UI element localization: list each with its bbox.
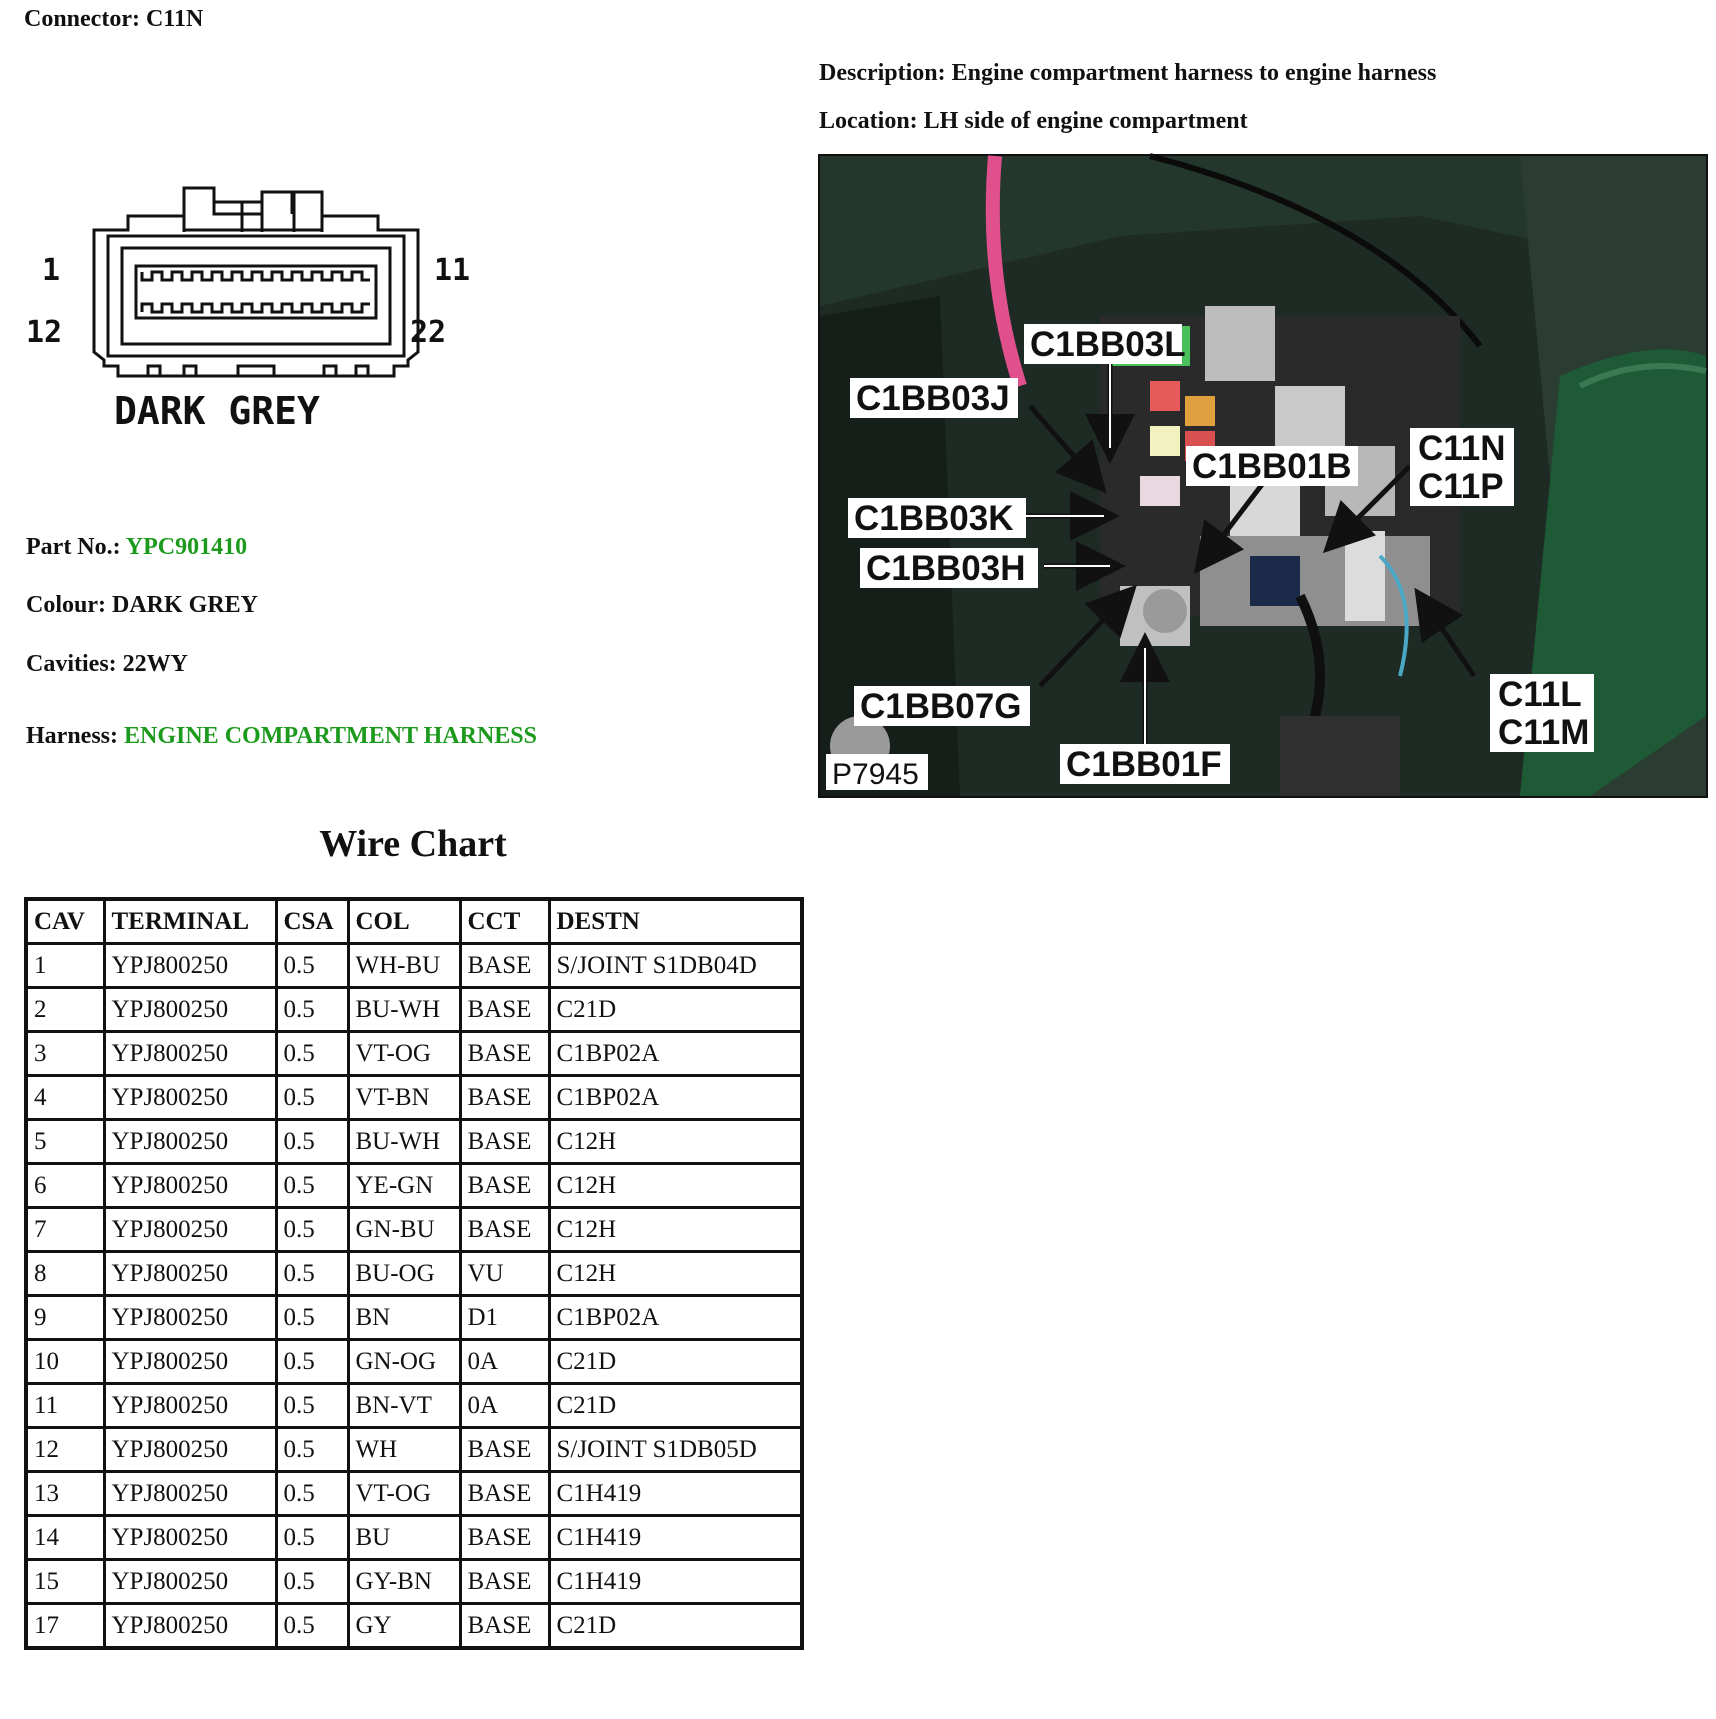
cell-csa: 0.5 — [276, 1384, 348, 1428]
table-row — [26, 1472, 802, 1516]
cell-col: BU — [348, 1516, 460, 1560]
cell-cct: BASE — [460, 1076, 549, 1120]
table-row — [26, 1076, 802, 1120]
cell-cav: 7 — [26, 1208, 104, 1252]
table-header-row — [26, 899, 802, 944]
cell-cav: 17 — [26, 1604, 104, 1649]
cell-cav: 14 — [26, 1516, 104, 1560]
cell-csa: 0.5 — [276, 1516, 348, 1560]
cell-cct: BASE — [460, 1516, 549, 1560]
cell-cav: 11 — [26, 1384, 104, 1428]
cell-terminal: YPJ800250 — [104, 1164, 276, 1208]
cell-cct: BASE — [460, 1560, 549, 1604]
cell-destn: C12H — [549, 1252, 802, 1296]
table-row — [26, 1384, 802, 1428]
cell-destn: C21D — [549, 1604, 802, 1649]
cell-col: BU-WH — [348, 988, 460, 1032]
table-row — [26, 1296, 802, 1340]
cell-destn: S/JOINT S1DB04D — [549, 944, 802, 988]
cell-col: BN — [348, 1296, 460, 1340]
cavities-label: Cavities: — [26, 651, 117, 677]
cell-terminal: YPJ800250 — [104, 1208, 276, 1252]
cell-col: WH — [348, 1428, 460, 1472]
cell-cav: 12 — [26, 1428, 104, 1472]
cell-csa: 0.5 — [276, 1428, 348, 1472]
connector-label: Connector: — [24, 6, 140, 32]
cell-terminal: YPJ800250 — [104, 1560, 276, 1604]
cell-terminal: YPJ800250 — [104, 1076, 276, 1120]
cell-csa: 0.5 — [276, 1076, 348, 1120]
cell-csa: 0.5 — [276, 1472, 348, 1516]
pin-label-12: 12 — [26, 315, 63, 350]
pin-label-1: 1 — [42, 253, 61, 288]
cell-destn: C12H — [549, 1120, 802, 1164]
column-header: DESTN — [549, 899, 802, 944]
harness-line — [26, 723, 537, 750]
callout-c11l: C11L — [1498, 675, 1582, 714]
cell-cct: BASE — [460, 1208, 549, 1252]
wire-chart-title: Wire Chart — [319, 823, 507, 865]
cell-cav: 3 — [26, 1032, 104, 1076]
photo-reference: P7945 — [832, 758, 919, 791]
part-no-line — [26, 534, 247, 561]
cell-col: WH-BU — [348, 944, 460, 988]
callout-c1bb01b: C1BB01B — [1192, 447, 1352, 486]
column-header: CCT — [460, 899, 549, 944]
cell-destn: C12H — [549, 1164, 802, 1208]
part-no-value[interactable]: YPC901410 — [125, 534, 248, 560]
cell-cav: 5 — [26, 1120, 104, 1164]
cell-terminal: YPJ800250 — [104, 1296, 276, 1340]
part-no-label: Part No.: — [26, 534, 121, 560]
cell-terminal: YPJ800250 — [104, 1340, 276, 1384]
pin-label-22: 22 — [410, 315, 447, 350]
callout-c11p: C11P — [1418, 467, 1504, 506]
cell-col: BU-WH — [348, 1120, 460, 1164]
callout-c1bb07g: C1BB07G — [860, 687, 1022, 726]
cell-terminal: YPJ800250 — [104, 1032, 276, 1076]
cell-csa: 0.5 — [276, 1120, 348, 1164]
table-row — [26, 1032, 802, 1076]
harness-label: Harness: — [26, 723, 118, 749]
table-row — [26, 1340, 802, 1384]
cell-col: BU-OG — [348, 1252, 460, 1296]
colour-line — [26, 592, 258, 619]
cavities-value: 22WY — [122, 651, 188, 677]
cell-cav: 1 — [26, 944, 104, 988]
location-photo — [818, 154, 1708, 798]
cell-cav: 9 — [26, 1296, 104, 1340]
cell-csa: 0.5 — [276, 1340, 348, 1384]
cell-destn: C21D — [549, 1340, 802, 1384]
table-row — [26, 988, 802, 1032]
cell-terminal: YPJ800250 — [104, 1120, 276, 1164]
cell-cct: 0A — [460, 1340, 549, 1384]
cell-cct: VU — [460, 1252, 549, 1296]
table-row — [26, 1208, 802, 1252]
cell-csa: 0.5 — [276, 1032, 348, 1076]
cell-cct: BASE — [460, 1120, 549, 1164]
cell-csa: 0.5 — [276, 1164, 348, 1208]
cell-terminal: YPJ800250 — [104, 1384, 276, 1428]
wire-chart-table — [24, 897, 804, 1650]
cell-destn: C1BP02A — [549, 1076, 802, 1120]
cell-destn: C1H419 — [549, 1472, 802, 1516]
cell-terminal: YPJ800250 — [104, 1604, 276, 1649]
table-row — [26, 1164, 802, 1208]
diagram-colour-caption: DARK GREY — [114, 389, 320, 433]
column-header: TERMINAL — [104, 899, 276, 944]
cell-cct: BASE — [460, 988, 549, 1032]
column-header: CAV — [26, 899, 104, 944]
table-row — [26, 1428, 802, 1472]
cell-terminal: YPJ800250 — [104, 1428, 276, 1472]
cell-destn: C1H419 — [549, 1516, 802, 1560]
location-label: Location: — [819, 108, 918, 134]
cell-cav: 4 — [26, 1076, 104, 1120]
table-row — [26, 944, 802, 988]
connector-value: C11N — [145, 6, 204, 32]
column-header: CSA — [276, 899, 348, 944]
table-row — [26, 1560, 802, 1604]
connector-face-diagram — [24, 180, 471, 440]
cell-csa: 0.5 — [276, 1252, 348, 1296]
callout-c1bb03h: C1BB03H — [866, 549, 1026, 588]
cell-terminal: YPJ800250 — [104, 1516, 276, 1560]
colour-value: DARK GREY — [112, 592, 259, 618]
cell-cct: BASE — [460, 1428, 549, 1472]
cell-cct: 0A — [460, 1384, 549, 1428]
callout-c1bb03j: C1BB03J — [856, 379, 1010, 418]
cell-destn: C21D — [549, 988, 802, 1032]
cell-destn: C1BP02A — [549, 1296, 802, 1340]
cell-csa: 0.5 — [276, 988, 348, 1032]
cell-cav: 10 — [26, 1340, 104, 1384]
cell-csa: 0.5 — [276, 1604, 348, 1649]
column-header: COL — [348, 899, 460, 944]
cell-terminal: YPJ800250 — [104, 1252, 276, 1296]
cell-col: GY — [348, 1604, 460, 1649]
cell-cct: BASE — [460, 1032, 549, 1076]
table-row — [26, 1516, 802, 1560]
callout-c11n: C11N — [1418, 429, 1506, 468]
location-value: LH side of engine compartment — [923, 108, 1248, 134]
description-label: Description: — [819, 60, 946, 86]
cell-destn: S/JOINT S1DB05D — [549, 1428, 802, 1472]
callout-c1bb03k: C1BB03K — [854, 499, 1014, 538]
cell-csa: 0.5 — [276, 1296, 348, 1340]
cell-col: VT-BN — [348, 1076, 460, 1120]
cell-terminal: YPJ800250 — [104, 1472, 276, 1516]
cell-terminal: YPJ800250 — [104, 944, 276, 988]
cell-cct: D1 — [460, 1296, 549, 1340]
cell-col: VT-OG — [348, 1472, 460, 1516]
table-row — [26, 1120, 802, 1164]
cell-csa: 0.5 — [276, 1560, 348, 1604]
cell-destn: C21D — [549, 1384, 802, 1428]
cell-cct: BASE — [460, 1604, 549, 1649]
connector-title — [24, 6, 203, 33]
cavities-line — [26, 651, 188, 678]
cell-terminal: YPJ800250 — [104, 988, 276, 1032]
cell-cct: BASE — [460, 1164, 549, 1208]
table-row — [26, 1604, 802, 1649]
pin-label-11: 11 — [434, 253, 471, 288]
description-value: Engine compartment harness to engine harness — [951, 60, 1437, 86]
cell-destn: C1H419 — [549, 1560, 802, 1604]
cell-cav: 8 — [26, 1252, 104, 1296]
cell-destn: C12H — [549, 1208, 802, 1252]
cell-cav: 6 — [26, 1164, 104, 1208]
cell-destn: C1BP02A — [549, 1032, 802, 1076]
cell-cav: 15 — [26, 1560, 104, 1604]
description-line — [819, 60, 1436, 87]
harness-value[interactable]: ENGINE COMPARTMENT HARNESS — [124, 723, 537, 749]
location-photo-illustration — [820, 156, 1706, 796]
callout-c11m: C11M — [1498, 713, 1590, 752]
cell-csa: 0.5 — [276, 944, 348, 988]
cell-col: GN-BU — [348, 1208, 460, 1252]
cell-col: GY-BN — [348, 1560, 460, 1604]
location-line — [819, 108, 1248, 135]
cell-csa: 0.5 — [276, 1208, 348, 1252]
callout-c1bb03l: C1BB03L — [1030, 325, 1186, 364]
wire-chart-body — [26, 944, 802, 1649]
callout-c1bb01f: C1BB01F — [1066, 745, 1222, 784]
cell-col: VT-OG — [348, 1032, 460, 1076]
colour-label: Colour: — [26, 592, 106, 618]
cell-cct: BASE — [460, 944, 549, 988]
cell-cav: 2 — [26, 988, 104, 1032]
cell-col: YE-GN — [348, 1164, 460, 1208]
table-row — [26, 1252, 802, 1296]
cell-col: BN-VT — [348, 1384, 460, 1428]
cell-col: GN-OG — [348, 1340, 460, 1384]
cell-cct: BASE — [460, 1472, 549, 1516]
cell-cav: 13 — [26, 1472, 104, 1516]
